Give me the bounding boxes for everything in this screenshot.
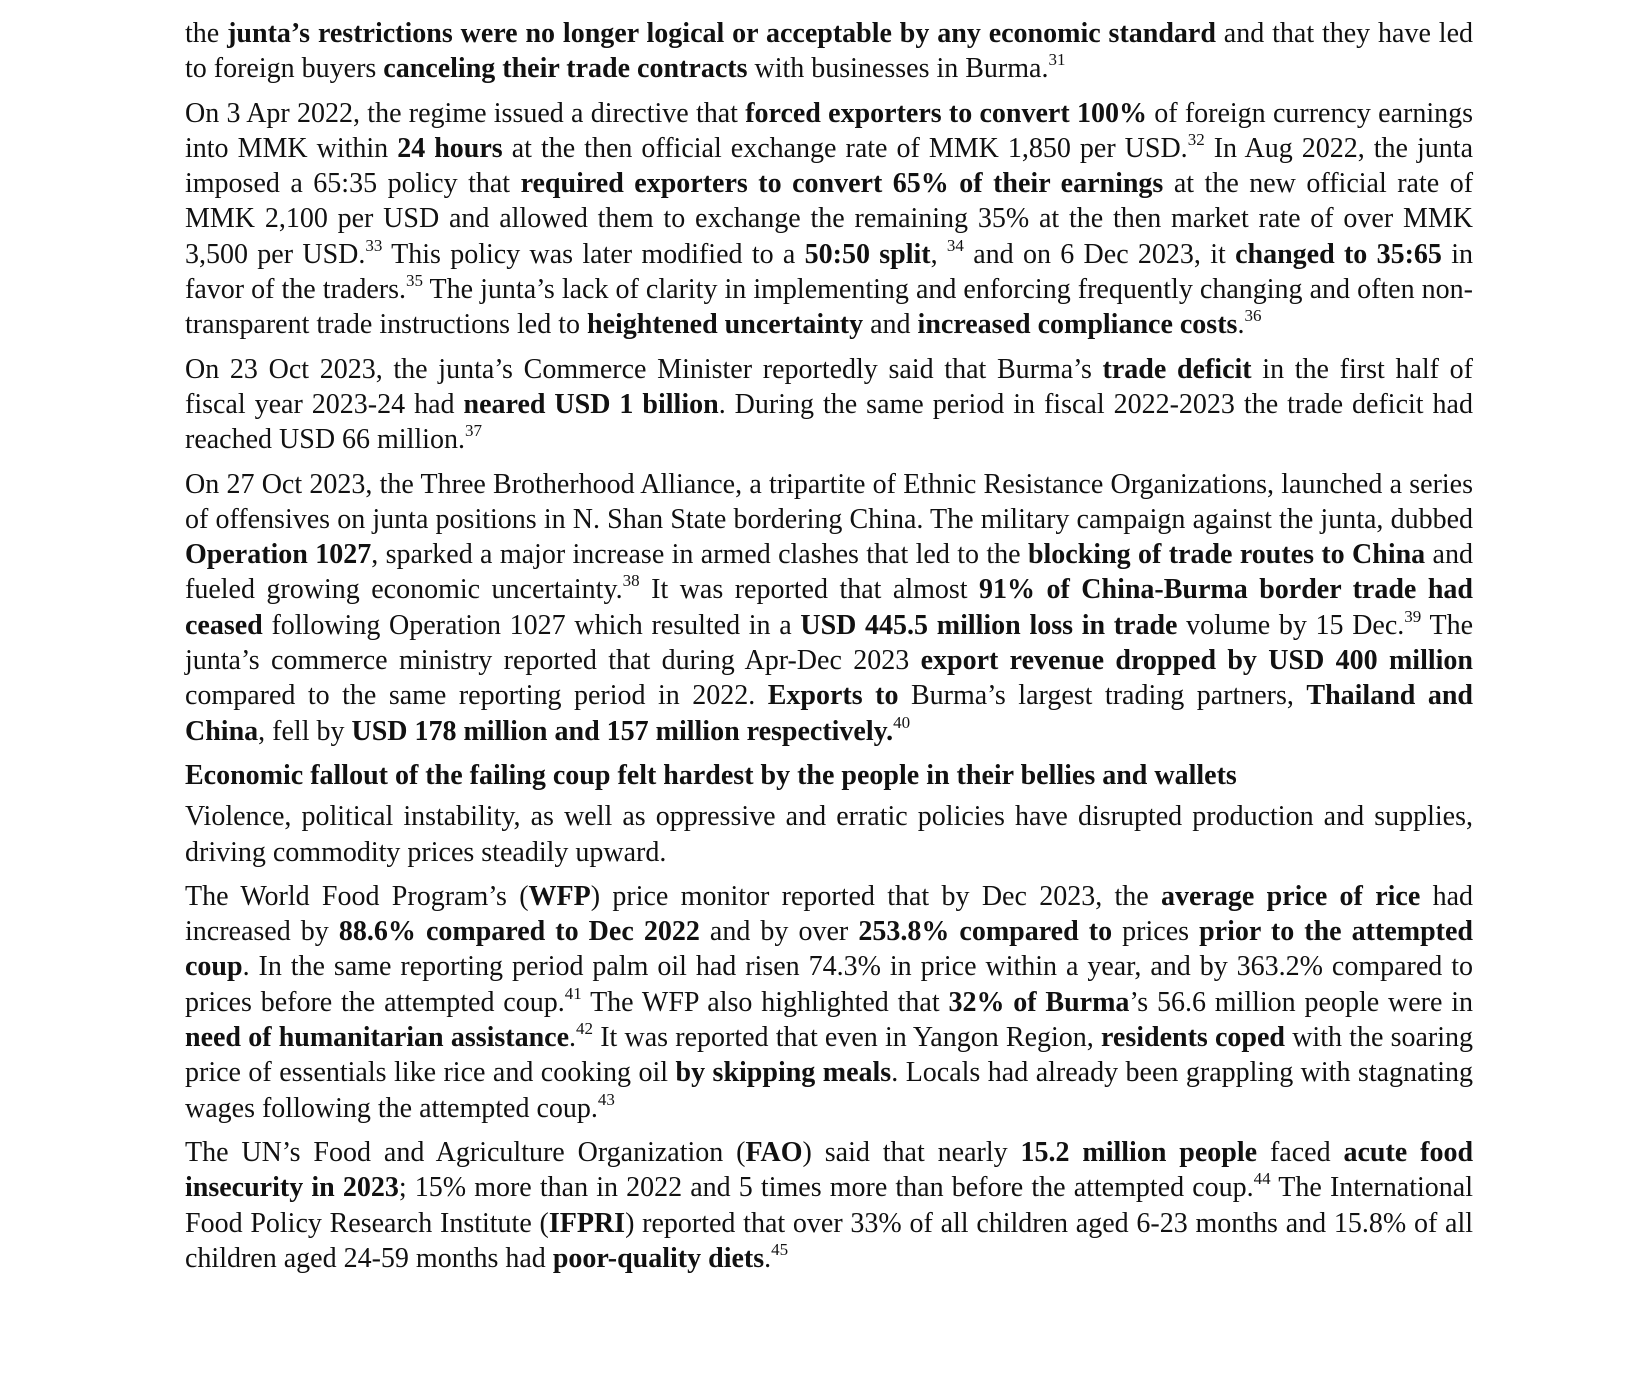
text-run: and by over	[699, 916, 859, 948]
text-run: with businesses in Burma.	[747, 53, 1049, 85]
bold-text: blocking of trade routes to China	[1027, 539, 1426, 571]
text-run: ,	[930, 238, 947, 270]
text-run: ) price monitor reported that by Dec 2023, the	[590, 880, 1162, 912]
bold-text: WFP	[528, 880, 591, 912]
paragraph-5	[185, 799, 1473, 870]
text-run: The junta’s lack of clarity in implementing and enforcing frequently changing and often non-transparent trade instructions led to	[185, 274, 1473, 341]
bold-text: 91% of China-Burma border trade had ceased	[185, 574, 1473, 641]
bold-text: poor-quality diets	[552, 1242, 765, 1274]
bold-text: increased compliance costs	[917, 309, 1238, 341]
footnote-ref: 41	[564, 983, 582, 1003]
footnote-ref: 31	[1048, 50, 1066, 70]
text-run: ’s 56.6 million people were in	[1129, 986, 1473, 1018]
bold-text: 88.6% compared to Dec 2022	[338, 916, 700, 948]
bold-text: canceling their trade contracts	[383, 53, 748, 85]
footnote-ref: 35	[405, 271, 423, 291]
text-run: It was reported that even in Yangon Region,	[593, 1022, 1101, 1054]
footnote-ref: 37	[464, 421, 482, 441]
text-run: It was reported that almost	[639, 574, 980, 606]
text-run: .	[764, 1242, 772, 1274]
footnote-ref: 42	[576, 1019, 594, 1039]
text-run: and that they have led to foreign buyers	[185, 18, 1474, 85]
text-run: prices	[1112, 916, 1200, 948]
bold-text: required exporters to convert 65% of their earnings	[520, 168, 1164, 200]
text-run: the	[185, 18, 228, 49]
bold-text: residents coped	[1101, 1022, 1286, 1054]
footnote-ref: 32	[1187, 129, 1205, 149]
text-run: The junta’s commerce ministry reported that during Apr-Dec 2023	[185, 609, 1474, 677]
text-run: and fueled growing economic uncertainty.	[185, 539, 1473, 606]
bold-text: neared USD 1 billion	[463, 388, 719, 420]
text-run: compared to the same reporting period in 2022.	[185, 680, 768, 712]
text-run: The UN’s Food and Agriculture Organization (	[185, 1136, 746, 1168]
footnote-ref: 36	[1244, 306, 1262, 326]
bold-text: by skipping meals	[675, 1057, 892, 1089]
bold-text: junta’s restrictions were no longer logical or acceptable by any economic standard	[227, 18, 1216, 49]
paragraph-7	[185, 1135, 1473, 1276]
bold-text: export revenue dropped by USD 400 million	[920, 645, 1473, 677]
bold-text: Economic fallout of the failing coup felt hardest by the people in their bellies and wallets	[185, 759, 1237, 791]
bold-text: need of humanitarian assistance	[185, 1022, 570, 1054]
text-run: in the first half of fiscal year 2023-24 had	[185, 353, 1473, 420]
text-run: at the then official exchange rate of MMK 1,850 per USD.	[502, 132, 1188, 164]
footnote-ref: 38	[622, 571, 640, 591]
bold-text: trade deficit	[1102, 353, 1252, 385]
bold-text: Thailand and China	[185, 680, 1473, 747]
text-run: . Locals had already been grappling with stagnating wages following the attempted coup.	[185, 1057, 1474, 1124]
text-run: .	[1237, 309, 1245, 341]
bold-text: USD 445.5 million loss in trade	[800, 609, 1178, 641]
bold-text: 50:50 split	[804, 238, 931, 270]
paragraph-3	[185, 352, 1473, 458]
footnote-ref: 39	[1404, 606, 1422, 626]
text-run: and on 6 Dec 2023, it	[963, 238, 1236, 270]
text-run: following Operation 1027 which resulted in a	[262, 609, 801, 641]
text-run: faced	[1257, 1136, 1344, 1168]
document-page	[185, 16, 1473, 1285]
bold-text: 24 hours	[397, 132, 503, 164]
text-run: . In the same reporting period palm oil had risen 74.3% in price within a year, and by 363.2% compared to prices before the attempted coup.	[185, 951, 1473, 1018]
bold-text: Exports to	[767, 680, 899, 712]
text-run: , sparked a major increase in armed clashes that led to the	[371, 539, 1028, 571]
bold-text: average price of rice	[1161, 880, 1421, 912]
text-run: ) said that nearly	[802, 1136, 1021, 1168]
text-run: In Aug 2022, the junta imposed a 65:35 policy that	[185, 132, 1473, 200]
text-run: at the new official rate of MMK 2,100 per USD and allowed them to exchange the remaining 35% at the then market rate of over MMK 3,500 per USD.	[185, 168, 1474, 270]
bold-text: forced exporters to convert 100%	[745, 97, 1147, 129]
bold-text: FAO	[745, 1136, 803, 1168]
bold-text: 32% of Burma	[948, 986, 1130, 1018]
text-run: Burma’s largest trading partners,	[898, 680, 1307, 712]
bold-text: heightened uncertainty	[587, 309, 864, 341]
text-run: The WFP also highlighted that	[581, 986, 949, 1018]
text-run: . During the same period in fiscal 2022-2023 the trade deficit had reached USD 66 million.	[185, 388, 1473, 456]
text-run: , fell by	[258, 715, 352, 747]
text-run: .	[569, 1022, 577, 1054]
text-run: On 3 Apr 2022, the regime issued a directive that	[185, 97, 746, 129]
text-run: with the soaring price of essentials like rice and cooking oil	[185, 1022, 1473, 1089]
footnote-ref: 45	[771, 1239, 789, 1259]
bold-text: 15.2 million people	[1020, 1136, 1258, 1168]
bold-text: Operation 1027	[185, 539, 372, 571]
text-run: The World Food Program’s (	[185, 880, 529, 912]
footnote-ref: 33	[365, 235, 383, 255]
section-heading	[185, 758, 1473, 793]
footnote-ref: 43	[597, 1089, 615, 1109]
bold-text: changed to 35:65	[1235, 238, 1442, 270]
bold-text: IFPRI	[548, 1207, 626, 1239]
bold-text: prior to the attempted coup	[185, 916, 1473, 983]
footnote-ref: 44	[1253, 1169, 1271, 1189]
paragraph-2	[185, 96, 1473, 343]
text-run: On 27 Oct 2023, the Three Brotherhood Alliance, a tripartite of Ethnic Resistance Organizations, launched a series of offensives on junta positions in N. Shan State bordering China. The military campaign against the junta, dubbed	[185, 468, 1473, 535]
bold-text: 253.8% compared to	[858, 916, 1113, 948]
paragraph-6	[185, 879, 1473, 1126]
text-run: Violence, political instability, as well as oppressive and erratic policies have disrupted production and supplies, driving commodity prices steadily upward.	[185, 801, 1473, 868]
text-run: ) reported that over 33% of all children aged 6-23 months and 15.8% of all children aged 24-59 months had	[185, 1207, 1474, 1274]
text-run: On 23 Oct 2023, the junta’s Commerce Minister reportedly said that Burma’s	[185, 353, 1103, 385]
text-run: of foreign currency earnings into MMK within	[185, 97, 1474, 164]
bold-text: USD 178 million and 157 million respectively.	[351, 715, 894, 747]
text-run: ; 15% more than in 2022 and 5 times more than before the attempted coup.	[398, 1172, 1254, 1204]
text-run: in favor of the traders.	[185, 238, 1474, 306]
text-run: The International Food Policy Research Institute (	[185, 1172, 1473, 1239]
text-run: volume by 15 Dec.	[1177, 609, 1405, 641]
bold-text: acute food insecurity in 2023	[185, 1136, 1474, 1204]
footnote-ref: 40	[893, 712, 911, 732]
footnote-ref: 34	[946, 235, 964, 255]
paragraph-1	[185, 16, 1473, 87]
text-run: had increased by	[185, 880, 1473, 948]
text-run: This policy was later modified to a	[382, 238, 805, 270]
text-run: and	[863, 309, 918, 341]
paragraph-4	[185, 467, 1473, 749]
